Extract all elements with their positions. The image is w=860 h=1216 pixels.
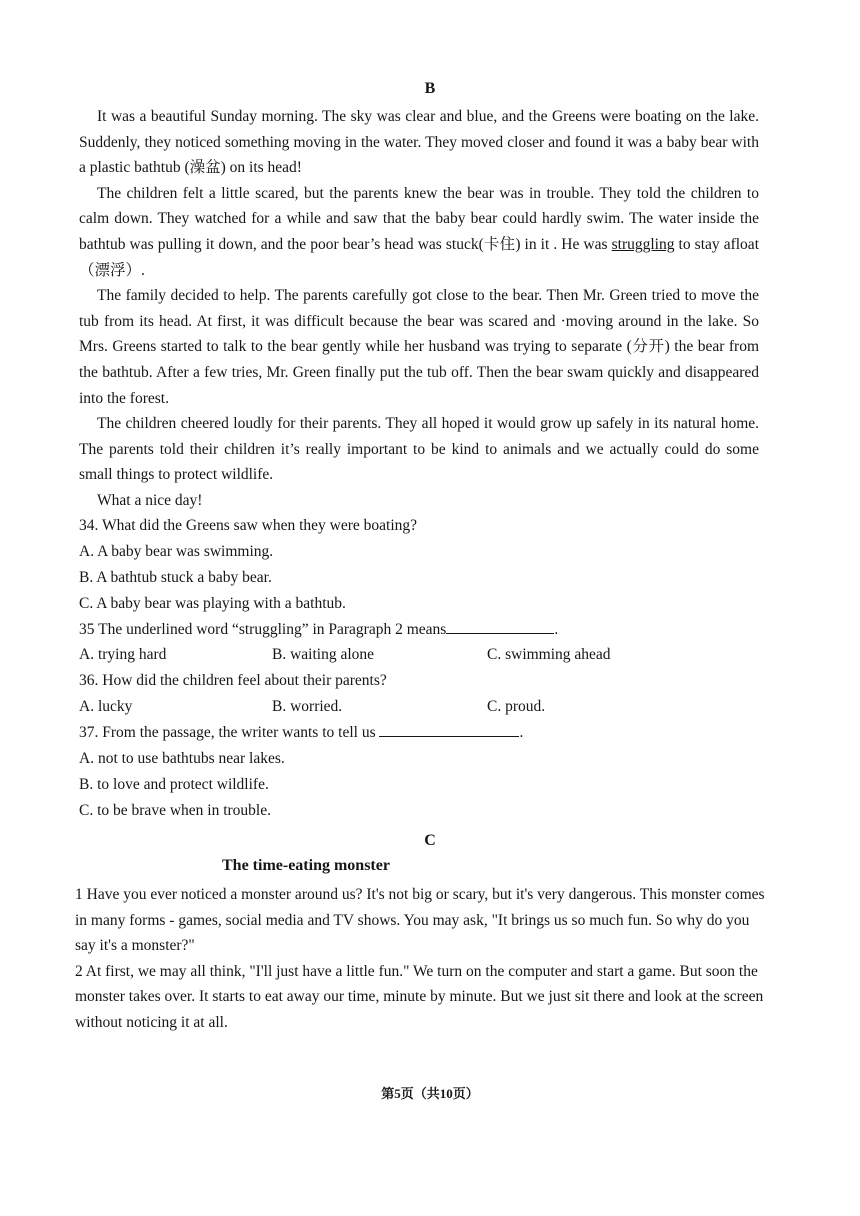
paragraph-4: The children cheered loudly for their parents. They all hoped it would grow up safely in its natural home. The parents told their children it’s really important to be kind to animals and we actually could do some small things to protect wildlife. (79, 415, 759, 484)
options-36 (79, 694, 759, 720)
option-36-b: B. worried. (272, 698, 343, 716)
paragraph-5: What a nice day! (97, 491, 203, 509)
question-36: 36. How did the children feel about their parents? (79, 672, 387, 690)
option-37-a: A. not to use bathtubs near lakes. (79, 750, 285, 768)
paragraph-c1: 1 Have you ever noticed a monster around us? It's not big or scary, but it's very dangerous. This monster comes in many forms - games, social media and TV shows. You may ask, "It brings us so much fun. So why do you say it's a monster?" (75, 886, 765, 955)
option-37-c: C. to be brave when in trouble. (79, 801, 271, 819)
option-37-b: B. to love and protect wildlife. (79, 775, 269, 793)
option-36-c: C. proud. (487, 698, 546, 716)
section-c-label: C (424, 832, 436, 849)
option-34-b: B. A bathtub stuck a baby bear. (79, 568, 272, 586)
underlined-word: struggling (611, 235, 675, 253)
option-35-a: A. trying hard (79, 646, 167, 664)
option-35-c: C. swimming ahead (487, 646, 611, 664)
paragraph-2: The children felt a little scared, but the parents knew the bear was in trouble. They told the children to calm down. They watched for a while and saw that the baby bear could hardly swim. The water inside the bathtub was pulling it down, and the poor bear’s head was stuck(卡住) in it . He was struggling to stay afloat（漂浮）. (79, 184, 759, 279)
option-36-a: A. lucky (79, 698, 133, 716)
passage-c (75, 882, 765, 1036)
answer-blank (446, 621, 554, 634)
option-34-c: C. A baby bear was playing with a bathtub. (79, 594, 346, 612)
question-37: 37. From the passage, the writer wants to tell us . (79, 724, 524, 742)
paragraph-c2: 2 At first, we may all think, "I'll just have a little fun." We turn on the computer and start a game. But soon the monster takes over. It starts to eat away our time, minute by minute. But we just sit there and look at the screen without noticing it at all. (75, 962, 764, 1031)
passage-b (79, 104, 759, 514)
paragraph-1: It was a beautiful Sunday morning. The sky was clear and blue, and the Greens were boating on the lake. Suddenly, they noticed something moving in the water. They moved closer and found it was a baby bear with a plastic bathtub (澡盆) on its head! (79, 108, 759, 177)
options-35 (79, 642, 759, 668)
paragraph-3: The family decided to help. The parents carefully got close to the bear. Then Mr. Green tried to move the tub from its head. At first, it was difficult because the bear was scared and ·moving around in the lake. So Mrs. Greens started to talk to the bear gently while her husband was trying to separate (分开) the bear from the bathtub. After a few tries, Mr. Green finally put the tub off. Then the bear swam quickly and disappeared into the forest. (79, 287, 759, 407)
answer-blank (379, 724, 519, 737)
question-35: 35 The underlined word “struggling” in Paragraph 2 means . (79, 620, 559, 638)
question-34: 34. What did the Greens saw when they were boating? (79, 517, 418, 534)
page-number: 第5页（共10页） (381, 1086, 479, 1101)
option-35-b: B. waiting alone (272, 646, 375, 664)
option-34-a: A. A baby bear was swimming. (79, 542, 274, 560)
passage-title: The time-eating monster (222, 857, 390, 874)
section-b-label: B (424, 80, 436, 97)
questions (79, 513, 759, 824)
